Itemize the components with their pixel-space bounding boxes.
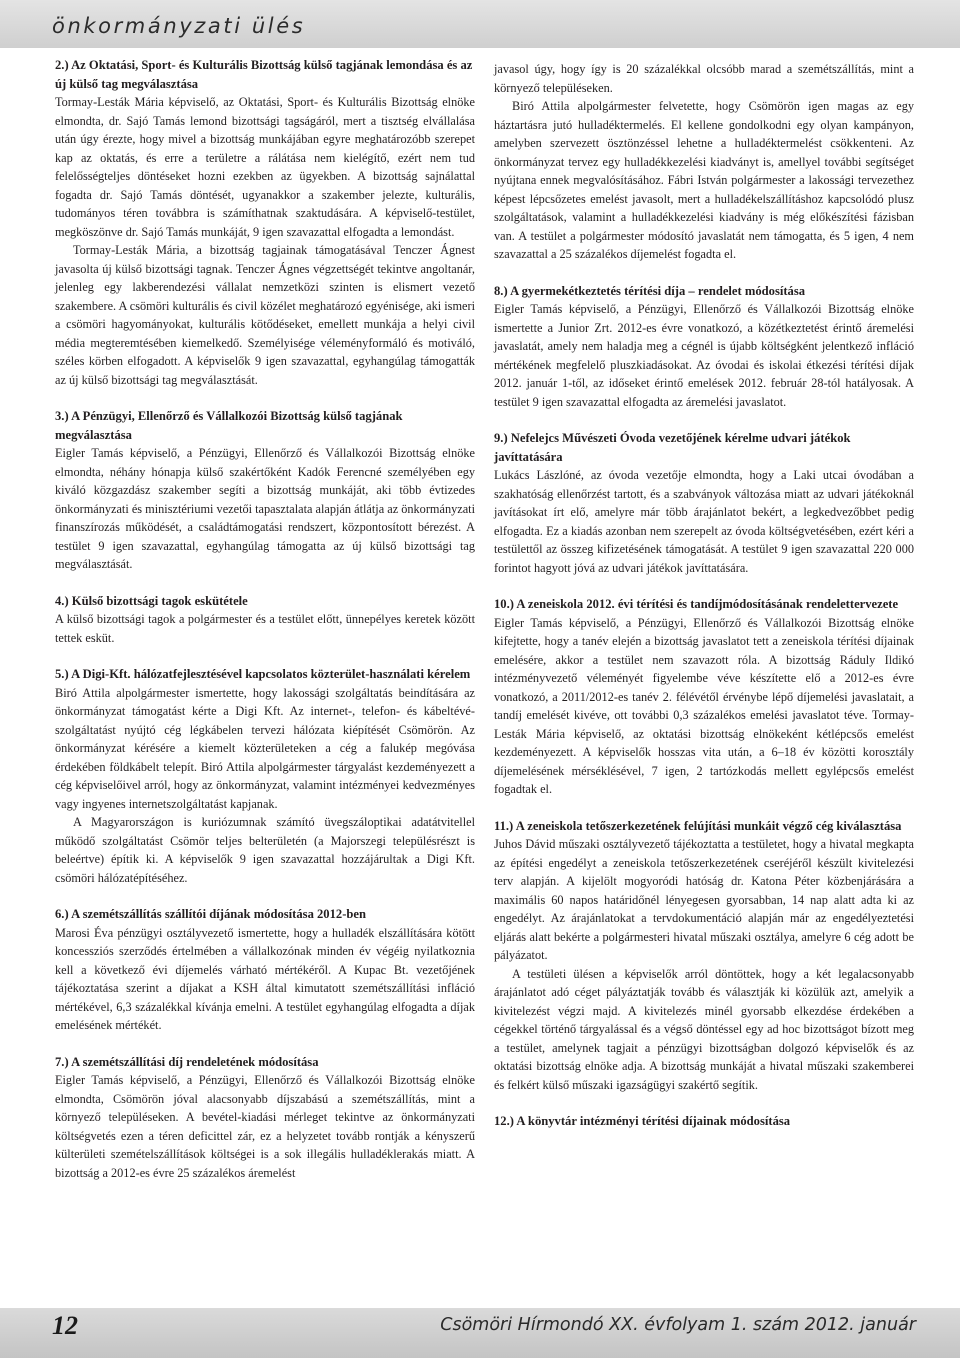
section-7-title: 7.) A szemétszállítási díj rendeletének módosítása	[55, 1054, 319, 1069]
right-column	[494, 60, 914, 1131]
section-5-title: 5.) A Digi-Kft. hálózatfejlesztésével kapcsolatos közterület-használati kérelem	[55, 667, 471, 681]
section-5-paragraph-1: Biró Attila alpolgármester ismertette, hogy lakossági szolgáltatás beindítására az önkormányzat támogatást kérte a Digi Kft. Az internet-, telefon- és kábeltévé-szolgáltatást nyújtó cég légkábelen tervezi hálózata kiépítését Csömörön. Az önkormányzat kérésére a kiemelt közterületeken a cég a falukép megóvása érdekében földkábelt telepít. Biró Attila alpolgármester tárgyalást kezdeményezett a cég képviselőivel arról, hogy az önkormányzat, valamint intézményei kedvezményes vagy ingyenes internetszolgáltatást kapjanak.	[55, 685, 475, 811]
section-5-paragraph-2: A Magyarországon is kuriózumnak számító üvegszáloptikai adatátvitellel működő szolgáltatást Csömör teljes belterületén (a Majorszegi településrészt is beleértve) építik ki. A képviselők 9 igen szavazattal hozzájárultak a Digi Kft. csömöri hálózatépítéséhez.	[55, 815, 475, 885]
section-6-title: 6.) A szemétszállítás szállítói díjának módosítása 2012-ben	[55, 907, 366, 921]
section-9-paragraph-1: Lukács Lászlóné, az óvoda vezetője elmondta, hogy a Laki utcai óvodában a szakhatóság ellenőrzést tartott, és a szabványok változása miatt az udvari játékoknál javításokat írt elő, amelyre már több árajánlatot bekért, a legkedvezőbbet pedig elfogadta. Ez a kiadás azonban nem szerepelt az óvoda költségvetésében, ezért kéri a testülettől az összeg kifizetésének támogatását. A testület 9 igen szavazattal 220 000 forintot hagyott jóvá az udvari játékok javíttatására.	[494, 468, 914, 575]
section-6-paragraph-1: Marosi Éva pénzügyi osztályvezető ismertette, hogy a hulladék elszállítására kötött koncessziós szerződés értelmében a vállalkozónak minden év végéig nyilatkoznia kell a következő évi díjemelés várható mértékéről. A Kupac Bt. vezetőjének tájékoztatása szerint a díjakat a KSH által kimutatott szemétszállítási infláció mértékével, 6,3 százalékkal kívánja emelni. A testület egyhangúlag elfogadta a díjak emelésének mértékét.	[55, 925, 475, 1032]
section-2-paragraph-2: Tormay-Lesták Mária, a bizottság tagjainak támogatásával Tenczer Ágnest javasolta új külső bizottsági tagnak. Tenczer Ágnes végzettségét tekintve angoltanár, jelenleg egy lakberendezési vállalat nemzetközi szinten is elismert vezető szakembere. A csömöri kulturális és civil közélet meghatározó egyénisége, aki ismeri a csömöri hagyományokat, kulturális kötődéseket, emellett munkája a helyi civil média megteremtésében kiemelkedő. Személyisége véleményformáló és motiváló, széles körben elfogadott. A képviselők 9 igen szavazattal, egyhangúlag támogatták az új külső bizottsági tag megválasztását.	[55, 243, 476, 387]
section-9-title: 9.) Nefelejcs Művészeti Óvoda vezetőjének kérelme udvari játékok javíttatására	[494, 431, 851, 464]
section-3-title: 3.) A Pénzügyi, Ellenőrző és Vállalkozói Bizottság külső tagjának megválasztása	[55, 409, 403, 442]
section-12-title: 12.) A könyvtár intézményi térítési díjainak módosítása	[494, 1114, 791, 1128]
section-7-paragraph-1: Eigler Tamás képviselő, a Pénzügyi, Ellenőrző és Vállalkozói Bizottság elnöke elmondta, Csömörön jóval alacsonyabb díjszabású a szemétszállítás, mint a környező településeken. A bevétel-kiadási mérleget tekintve az önkormányzati költségvetés ezen a téren deficittel zár, ez a helyzetet tovább rontják a kényszerű külterületi szemételszállítások költségei is a sok illegális hulladéklerakás miatt. A bizottság a 2012-es évre 25 százalékos áremelést	[55, 1073, 475, 1180]
section-4-paragraph-1: A külső bizottsági tagok a polgármester és a testület előtt, ünnepélyes keretek között tettek esküt.	[55, 612, 475, 645]
section-11-paragraph-2: A testületi ülésen a képviselők arról döntöttek, hogy a két legalacsonyabb árajánlatot adó céget pályáztatják tovább és választják ki közülük azt, amelyik a kivitelezést végzi majd. A kivitelezés minél gyorsabb elkezdése érdekében a cégekkel történő tárgyalással és a végső döntéssel egy ad hoc bizottságot bízott meg a testület, amelynek tagjait a pénzügyi bizottságban dolgozó képviselők és az oktatási bizottság elnöke adja. A bizottság munkáját a hivatal műszaki szakemberei és felkért külső műszaki igazságügyi szakértő segítik.	[494, 966, 914, 1092]
section-11-title: 11.) A zeneiskola tetőszerkezetének felújítási munkáit végző cég kiválasztása	[494, 818, 902, 833]
section-10-paragraph-1: Eigler Tamás képviselő, a Pénzügyi, Ellenőrző és Vállalkozói Bizottság elnöke kifejtette, hogy a tanév elején a bizottság javaslatot tett a zeneiskola térítési díjainak emelésére, akkor a testület nem szavazott róla. A bizottság Ráduly Ildikó intézményvezető véleményét figyelembe véve készítette elő a 2012-es évre vonatkozó, a 2011/2012-es tanév 2. félévétől érvénybe lépő díjemelési javaslatait, a tandíj emelését kivéve, ott további 0,3 százalékos emelési javaslatot téve. Tormay-Lesták Mária képviselő, az oktatási bizottság elnökeként kétlépcsős emelést kezdeményezett. A képviselők hosszas vita után, a 6–18 év közötti korosztály díjemelésének mérséklésével, 7 igen, 2 tartózkodás mellett egylépcsős emelést fogadtak el.	[494, 615, 914, 796]
section-11-paragraph-1: Juhos Dávid műszaki osztályvezető tájékoztatta a testületet, hogy a hivatal megkapta az építési engedélyt a zeneiskola tetőszerkezetének cseréjéről készült kivitelezési terv alapján. A kijelölt mogyoródi hatóság dr. Katona Péter közbenjárására a maximális 60 napos határidőnél lényegesen gyorsabban, 14 nap alatt adta ki az engedélyt. Az árajánlatokat a tervdokumentáció alapján már az engedélyeztetési eljárás alatt bekérte a polgármesteri hivatal műszaki osztálya, amelyre 6 cég adott be pályázatot.	[494, 837, 914, 962]
left-column	[55, 56, 475, 1182]
section-4-title: 4.) Külső bizottsági tagok eskütétele	[55, 593, 248, 608]
publication-title: Csömöri Hírmondó XX. évfolyam 1. szám 2012. január	[440, 1315, 916, 1335]
section-10-title: 10.) A zeneiskola 2012. évi térítési és tandíjmódosításának rendelettervezete	[494, 597, 899, 611]
section-3-paragraph-1: Eigler Tamás képviselő, a Pénzügyi, Ellenőrző és Vállalkozói Bizottság elnöke elmondta, néhány hónapja külső szakértőként Kadók Ferencné személyében egy kiváló közgazdász szakember segíti a bizottság munkáját, aki több évtizedes önkormányzati és minisztériumi vezetői tapasztalata alapján átlátja az önkormányzati finanszírozás működését, a családtámogatási rendszert, központosított bérezést. A testület 9 igen szavazattal, egyhangúlag támogatta az új külső bizottsági tag megválasztását.	[55, 446, 475, 571]
section-header-title: önkormányzati ülés	[52, 14, 306, 38]
section-7-paragraph-2: Biró Attila alpolgármester felvetette, hogy Csömörön igen magas az egy háztartásra jutó hulladéktermelés. El kellene gondolkodni egy olyan kampányon, amelyben szervezett ösztönzéssel lehetne a hulladéktermelést csökkenteni. Az önkormányzat tervez egy hulladékkezelési kiadványt is, amellyel további segítséget nyújtana ennek megvalósításához. Fábri István polgármester a lakossági tervezethez képest lépcsőzetes emelést javasolt, mert a hulladékelszállításhoz kapcsolódó plusz szolgáltatások, valamint a hulladékkezelési kiadvány is még előkészítési fázisban van. A testület a polgármester módosító javaslatát nem támogatta, és 5 igen, 4 nem szavazattal a 25 százalékos díjemelést fogadta el.	[494, 99, 914, 261]
section-7-continuation: javasol úgy, hogy így is 20 százalékkal olcsóbb marad a szemétszállítás, mint a környező településeken.	[494, 62, 914, 95]
section-8-paragraph-1: Eigler Tamás képviselő, a Pénzügyi, Ellenőrző és Vállalkozói Bizottság elnöke ismertette a Junior Zrt. 2012-es évre vonatkozó, a közétkeztetést érintő áremelési javaslatát, amely nem haladja meg a cégnél is újabb költségként jelentkező infláció mértékének megfelelő pluszkiadásokat. Az óvodai és iskolai étkezési térítési díjak 2012. január 1-től, az időseket érintő emelések 2012. február 28-tól hatályosak. A testület 9 igen szavazattal elfogadta az áremelési javaslatot.	[494, 302, 914, 409]
section-2-title: 2.) Az Oktatási, Sport- és Kulturális Bizottság külső tagjának lemondása és az új külső tag megválasztása	[55, 58, 473, 91]
section-8-title: 8.) A gyermekétkeztetés térítési díja – rendelet módosítása	[494, 283, 806, 298]
section-2-paragraph-1: Tormay-Lesták Mária képviselő, az Oktatási, Sport- és Kulturális Bizottság elnöke elmondta, dr. Sajó Tamás lemond bizottsági tagságáról, mert a tisztség elvállalása után úgy érezte, hogy mivel a bizottság munkájában egyre meghatározóbb szerepet kap az oktatás, és erre a területre a rálátása nem kielégítő, ezért nem tud felelősségteljes döntéseket hozni ezekben az ügyekben. A bizottság sajnálattal fogadta dr. Sajó Tamás döntését, ugyanakkor a szakember jelezte, kulturális, tudományos téren továbbra is számíthatnak szaktudására. A képviselő-testület, megköszönve dr. Sajó Tamás munkáját, 9 igen szavazattal elfogadta a lemondást.	[55, 95, 475, 239]
page-number: 12	[52, 1311, 78, 1340]
